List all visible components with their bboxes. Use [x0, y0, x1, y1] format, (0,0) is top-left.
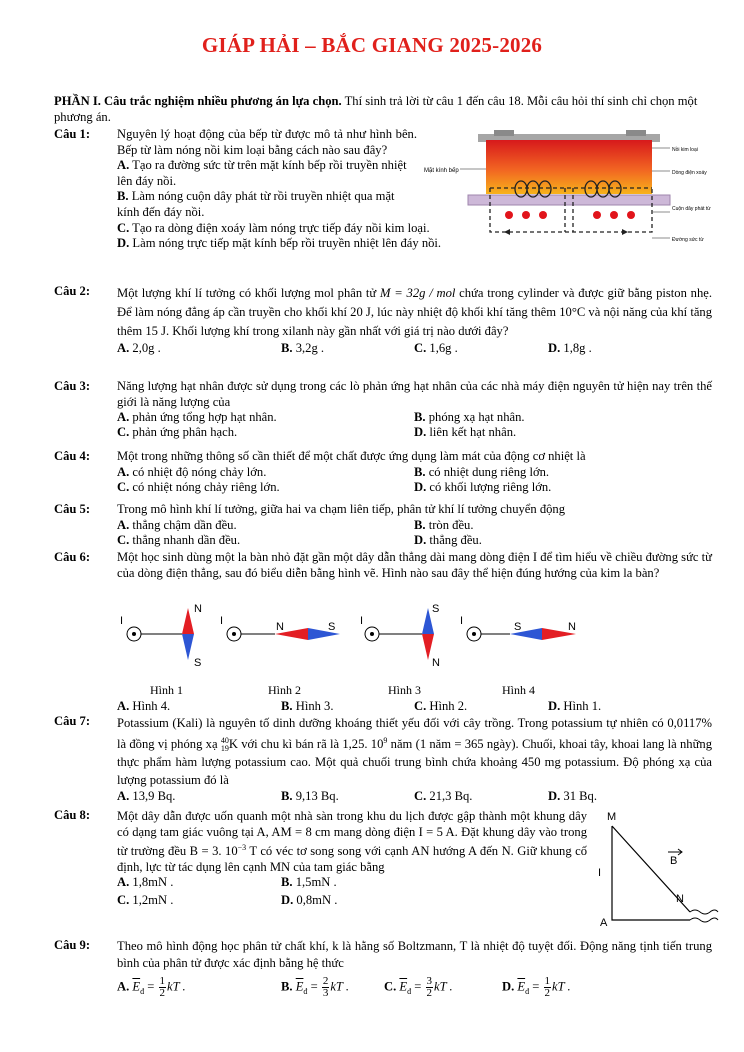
option-b[interactable]: B. 9,13 Bq.	[281, 789, 339, 804]
svg-text:I: I	[598, 867, 602, 879]
question-number: Câu 1:	[54, 127, 91, 141]
option-c[interactable]: C. 1,2mN .	[117, 893, 174, 908]
option-d[interactable]: D. $\overline{E}_đ$ = $\frac{1}{2}$ kT .	[502, 975, 571, 999]
option-a[interactable]: A. Tạo ra đường sức từ trên mặt kính bếp rồi truyền nhiệt lên đáy nồi.	[117, 158, 407, 188]
question-stem: Một lượng khí lí tưởng có khối lượng mol phân tử M = 32g / mol chứa trong cylinder và được giữ bằng piston nhẹ. Để làm nóng đẳng áp cần truyền cho khối khí 20 J, lúc này nhiệt độ khối khí tăng thêm 10°C và nội năng của khí tăng thêm 15 J. Khối lượng khí trong xilanh này gần nhất với giá trị nào dưới đây?	[117, 286, 712, 338]
option-b[interactable]: B. 3,2g .	[281, 341, 325, 355]
question-stem: Một dây dẫn được uốn quanh một nhà sàn trong khu du lịch được gập thành một khung dây có dạng tam giác vuông tại A, AM = 8 cm mang dòng điện I = 5 A. Đặt khung dây vào trong từ trường đều B = 3. $10^{-3}$ T có véc tơ song song với cạnh AN hướng A đến N. Giữ khung cố định, lực từ tác dụng lên cạnh MN của tam giác bằng	[117, 809, 588, 875]
svg-text:A: A	[600, 917, 608, 929]
label-eddy: Dòng điện xoáy	[672, 170, 707, 176]
option-a[interactable]: A. 1,8mN .	[117, 875, 174, 890]
option-c[interactable]: C. Hình 2.	[414, 699, 468, 713]
svg-text:I: I	[220, 615, 224, 627]
svg-text:S: S	[328, 621, 336, 633]
question-stem: Potassium (Kali) là nguyên tố dinh dưỡng khoáng thiết yếu đối với cây trồng. Trong potassium tự nhiên có 0,0117% là đồng vị phóng xạ 40 19 K với chu kì bán rã là 1,25. $10^9$ năm (1 năm = 365 ngày). Chuối, khoai tây, khoai lang là những thực phẩm hàm lượng potassium cao. Một quả chuối trung bình chứa khoảng 450 mg potassium. Độ phóng xạ của lượng potassium đó là	[117, 716, 712, 788]
figure-caption-3: Hình 3	[388, 683, 421, 697]
svg-text:N: N	[568, 621, 576, 633]
question-number: Câu 8:	[54, 808, 91, 822]
svg-text:N: N	[432, 657, 440, 669]
option-b[interactable]: B. có nhiệt dung riêng lớn.	[414, 464, 550, 479]
svg-text:N: N	[676, 893, 684, 905]
option-c[interactable]: C. 1,6g .	[414, 341, 458, 355]
option-c[interactable]: C. 21,3 Bq.	[414, 789, 473, 804]
compass-figure-4	[460, 615, 576, 641]
svg-text:N: N	[276, 621, 284, 633]
question-number: Câu 6:	[54, 550, 91, 564]
option-c[interactable]: C. phản ứng phân hạch.	[117, 425, 238, 440]
svg-text:S: S	[194, 657, 202, 669]
svg-text:M: M	[607, 811, 617, 823]
option-d[interactable]: D. có khối lượng riêng lớn.	[414, 479, 552, 494]
option-d[interactable]: D. 0,8mN .	[281, 893, 338, 908]
option-c[interactable]: C. thẳng nhanh dần đều.	[117, 532, 241, 547]
label-glass: Mặt kính bếp	[424, 168, 459, 174]
question-stem: Theo mô hình động học phân tử chất khí, k là hằng số Boltzmann, T là nhiệt độ tuyệt đối. Động năng tịnh tiến trung bình của phân tử được xác định bằng hệ thức	[117, 939, 712, 970]
option-a[interactable]: A. 2,0g .	[117, 341, 161, 355]
option-d[interactable]: D. 31 Bq.	[548, 789, 597, 804]
question-6	[54, 550, 712, 581]
option-c[interactable]: C. $\overline{E}_đ$ = $\frac{3}{2}$ kT .	[384, 975, 453, 999]
option-b[interactable]: B. 1,5mN .	[281, 875, 337, 890]
svg-text:N: N	[194, 603, 202, 615]
part-heading-label: PHẦN I. Câu trắc nghiệm nhiều phương án lựa chọn.	[54, 94, 342, 108]
option-b[interactable]: B. $\overline{E}_đ$ = $\frac{2}{3}$ kT .	[281, 975, 349, 999]
option-d[interactable]: D. Hình 1.	[548, 699, 602, 713]
option-a[interactable]: A. 13,9 Bq.	[117, 789, 176, 804]
part-heading	[54, 94, 710, 125]
question-3	[54, 379, 712, 440]
question-2	[54, 284, 712, 356]
question-6-options	[54, 699, 712, 714]
question-number: Câu 3:	[54, 379, 91, 393]
option-a[interactable]: A. thẳng chậm dần đều.	[117, 517, 237, 532]
question-9	[54, 938, 712, 972]
question-number: Câu 4:	[54, 449, 91, 463]
figure-caption-4: Hình 4	[502, 683, 535, 697]
pot-shape	[486, 140, 652, 194]
option-a[interactable]: A. phản ứng tổng hợp hạt nhân.	[117, 410, 277, 425]
svg-text:S: S	[514, 621, 522, 633]
question-7	[54, 714, 712, 804]
figure-caption-2: Hình 2	[268, 683, 301, 697]
question-stem: Một học sinh dùng một la bàn nhỏ đặt gần một dây dẫn thẳng dài mang dòng điện I để tìm hiểu về chiều đường sức từ của dòng điện thẳng, sau đó biểu diễn bằng hình vẽ. Hình nào sau đây thể hiện đúng hướng của kim la bàn?	[117, 550, 712, 580]
option-d[interactable]: D. liên kết hạt nhân.	[414, 425, 517, 440]
figure-caption-1: Hình 1	[150, 683, 183, 697]
svg-text:I: I	[460, 615, 464, 627]
triangle-figure	[592, 808, 724, 932]
question-5	[54, 502, 712, 548]
compass-figure-2	[220, 615, 340, 641]
question-stem: Năng lượng hạt nhân được sử dụng trong các lò phản ứng hạt nhân của các nhà máy điện nguyên tử hiện nay trên thế giới là năng lượng của	[117, 379, 712, 409]
question-number: Câu 7:	[54, 714, 91, 728]
compass-figure-1	[120, 603, 202, 669]
label-pot: Nồi kim loại	[672, 147, 698, 153]
page-title: GIÁP HẢI – BẮC GIANG 2025-2026	[201, 33, 543, 57]
question-number: Câu 5:	[54, 502, 91, 516]
question-4	[54, 449, 712, 495]
option-b[interactable]: B. tròn đều.	[414, 517, 474, 532]
option-b[interactable]: B. Làm nóng cuộn dây phát từ rồi truyền nhiệt qua mặt kính đến đáy nồi.	[117, 189, 395, 219]
option-d[interactable]: D. Làm nóng trực tiếp mặt kính bếp rồi truyền nhiệt lên đáy nồi.	[117, 236, 442, 251]
option-a[interactable]: A. Hình 4.	[117, 699, 171, 713]
question-9-options	[54, 976, 712, 1002]
option-a[interactable]: A. có nhiệt độ nóng chảy lớn.	[117, 464, 267, 479]
option-d[interactable]: D. 1,8g .	[548, 341, 592, 355]
question-stem: Một trong những thông số cần thiết để một chất được ứng dụng làm mát của động cơ nhiệt là	[117, 449, 586, 463]
option-a[interactable]: A. $\overline{E}_đ$ = $\frac{1}{2}$ kT .	[117, 975, 186, 999]
option-b[interactable]: B. phóng xạ hạt nhân.	[414, 410, 525, 425]
svg-text:I: I	[360, 615, 364, 627]
label-coil: Cuộn dây phát từ	[672, 206, 711, 212]
question-stem: Nguyên lý hoạt động của bếp từ được mô tả như hình bên. Bếp từ làm nóng nồi kim loại bằng cách nào sau đây?	[117, 127, 417, 157]
question-number: Câu 9:	[54, 938, 91, 952]
part-instructions: Thí sinh trả lời từ câu 1 đến câu 18. Mỗi câu hỏi thí sinh chỉ chọn một phương án.	[54, 94, 698, 124]
option-c[interactable]: C. Tạo ra dòng điện xoáy làm nóng trực tiếp đáy nồi kim loại.	[117, 220, 430, 235]
compass-figure-3	[360, 603, 440, 669]
option-c[interactable]: C. có nhiệt nóng chảy riêng lớn.	[117, 479, 280, 494]
question-stem: Trong mô hình khí lí tưởng, giữa hai va chạm liên tiếp, phân tử khí lí tưởng chuyển động	[117, 502, 566, 516]
glass-plate	[468, 195, 670, 205]
question-number: Câu 2:	[54, 284, 91, 298]
induction-cooker-figure	[420, 128, 720, 250]
option-b[interactable]: B. Hình 3.	[281, 699, 334, 713]
label-fieldlines: Đường sức từ	[672, 237, 704, 243]
svg-text:S: S	[432, 603, 440, 615]
svg-text:I: I	[120, 615, 124, 627]
isotope-notation: 40 19	[220, 736, 229, 754]
option-d[interactable]: D. thẳng đều.	[414, 532, 482, 547]
svg-text:B: B	[670, 855, 678, 867]
compass-figures	[110, 598, 610, 698]
